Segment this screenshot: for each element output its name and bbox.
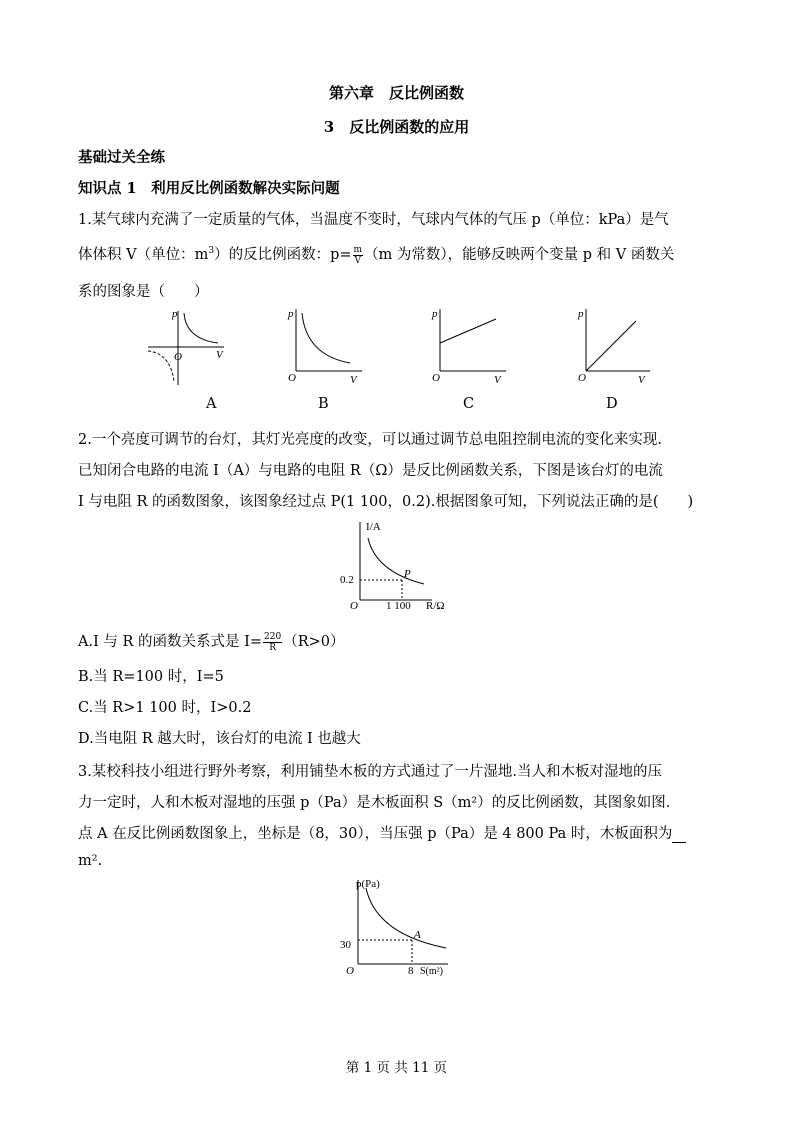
q1-option-b: B: [318, 396, 329, 412]
svg-text:p: p: [288, 308, 294, 320]
q1-graph-c: [430, 305, 510, 387]
svg-text:R/Ω: R/Ω: [426, 600, 445, 612]
svg-text:S(m²): S(m²): [420, 966, 443, 977]
svg-text:O: O: [288, 372, 296, 384]
svg-text:1 100: 1 100: [386, 600, 411, 612]
answer-blank[interactable]: [672, 828, 686, 843]
q2-line3: I 与电阻 R 的函数图象，该图象经过点 P(1 100，0.2).根据图象可知，下列说法正确的是( ): [78, 494, 694, 510]
q2-line2: 已知闭合电路的电流 I（A）与电路的电阻 R（Ω）是反比例函数关系，下图是该台灯的电流: [78, 463, 663, 479]
q1-option-d: D: [606, 396, 618, 412]
q3-line2: 力一定时，人和木板对湿地的压强 p（Pa）是木板面积 S（m²）的反比例函数，其图象如图.: [78, 795, 671, 811]
q2-option-b: B.当 R=100 时，I=5: [78, 669, 224, 685]
q2-fraction: $\frac{220}{R}$: [264, 631, 282, 653]
section-heading: 基础过关全练: [78, 149, 165, 166]
svg-text:O: O: [174, 351, 182, 363]
q1-line3: 系的图象是（ ）: [78, 284, 209, 300]
svg-text:V: V: [494, 374, 501, 386]
svg-text:O: O: [346, 965, 354, 977]
svg-text:O: O: [350, 600, 358, 612]
q3-line3: 点 A 在反比例函数图象上，坐标是（8，30），当压强 p（Pa）是 4 800 Pa 时，木板面积为: [78, 822, 686, 843]
svg-text:O: O: [432, 372, 440, 384]
svg-text:V: V: [216, 349, 223, 361]
q1-line1: 1.某气球内充满了一定质量的气体，当温度不变时，气球内气体的气压 p（单位：kPa）是气: [78, 212, 669, 228]
svg-text:0.2: 0.2: [340, 574, 354, 586]
knowledge-point-heading: 知识点 1 利用反比例函数解决实际问题: [78, 180, 340, 197]
q1-graph-d: [574, 305, 654, 387]
q2-option-d: D.当电阻 R 越大时，该台灯的电流 I 也越大: [78, 731, 361, 747]
q2-graph: [336, 516, 460, 612]
section-title: 3 反比例函数的应用: [323, 118, 470, 136]
q1-graph-b: [286, 305, 366, 387]
q2-line1: 2.一个亮度可调节的台灯，其灯光亮度的改变，可以通过调节总电阻控制电流的变化来实现.: [78, 432, 662, 448]
svg-text:p: p: [432, 308, 438, 320]
q1-fraction: $\frac{m}{V}$: [353, 244, 363, 266]
svg-text:V: V: [638, 374, 645, 386]
q1-graph-a: [140, 305, 230, 387]
svg-text:p: p: [172, 308, 178, 320]
svg-text:V: V: [350, 374, 357, 386]
q2-option-c: C.当 R>1 100 时，I>0.2: [78, 700, 252, 716]
svg-text:P: P: [404, 568, 411, 580]
svg-text:p: p: [578, 308, 584, 320]
svg-text:p(Pa): p(Pa): [356, 878, 380, 890]
svg-text:A: A: [414, 929, 421, 941]
q1-line2: 体体积 V（单位：$m^3$）的反比例函数：p= $\frac{m}{V}$ （m 为常数），能够反映两个变量 p 和 V 函数关: [78, 244, 675, 266]
svg-text:8: 8: [408, 965, 414, 977]
q3-line1: 3.某校科技小组进行野外考察，利用铺垫木板的方式通过了一片湿地.当人和木板对湿地的压: [78, 764, 662, 780]
q2-option-a: A.I 与 R 的函数关系式是 I= $\frac{220}{R}$ （R>0）: [78, 631, 345, 653]
q3-graph: [336, 872, 456, 978]
q1-option-a: A: [206, 396, 217, 412]
page-footer: 第 1 页 共 11 页: [345, 1060, 448, 1076]
svg-text:30: 30: [340, 939, 351, 951]
q1-option-c: C: [463, 396, 475, 412]
svg-text:O: O: [578, 372, 586, 384]
q3-line4: m².: [78, 853, 103, 869]
chapter-title: 第六章 反比例函数: [328, 84, 464, 102]
svg-text:I/A: I/A: [366, 521, 381, 533]
